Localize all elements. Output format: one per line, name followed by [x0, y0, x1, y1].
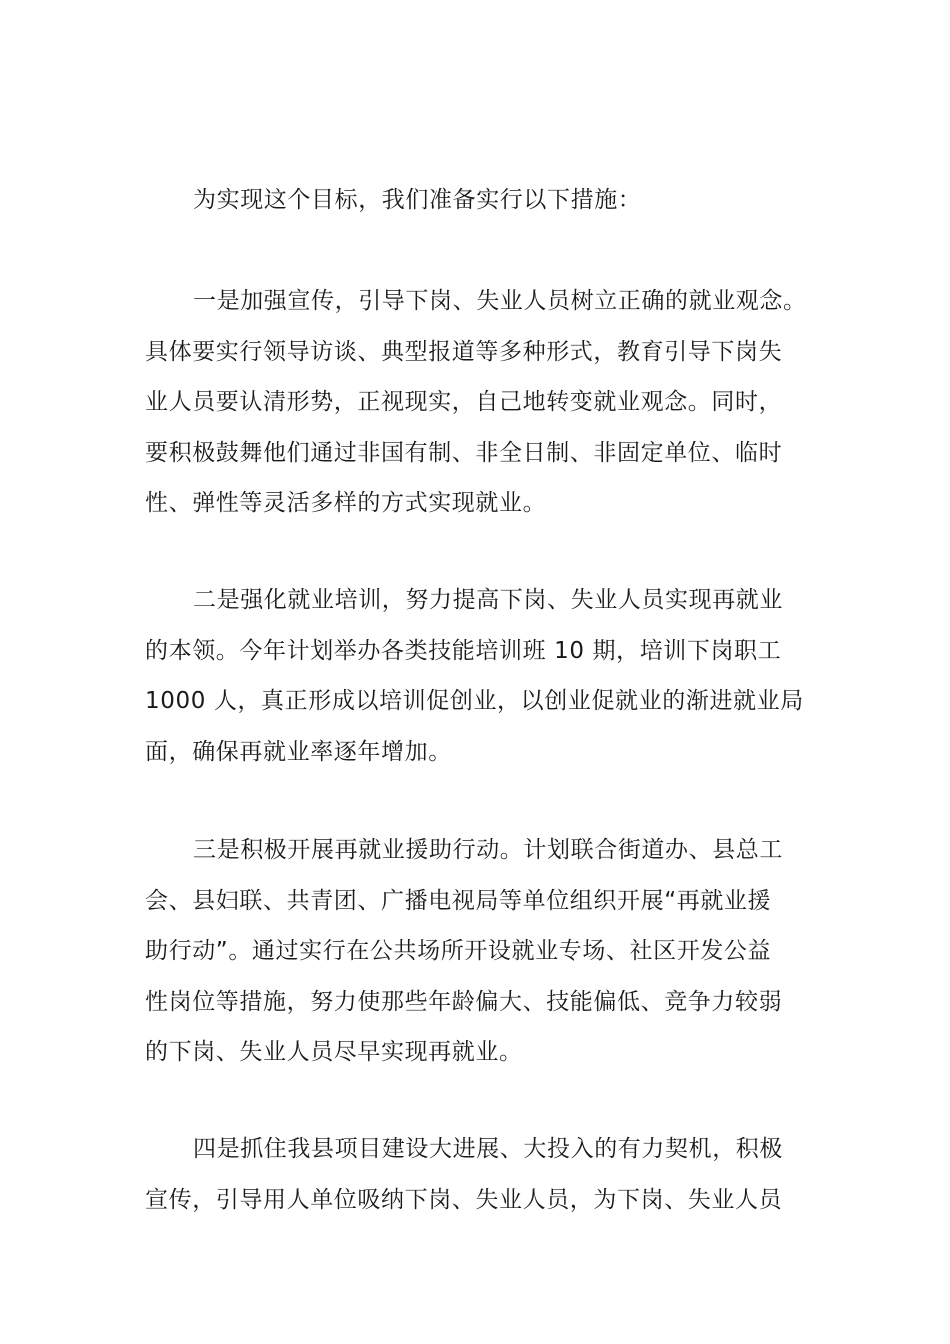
paragraph-measure-4 — [145, 1124, 825, 1225]
text-line: 为实现这个目标，我们准备实行以下措施： — [193, 187, 642, 213]
paragraph-measure-2 — [145, 575, 825, 777]
paragraph-intro — [145, 175, 825, 226]
text-line: 三是积极开展再就业援助行动。计划联合街道办、县总工 — [193, 837, 783, 863]
text-line: 业人员要认清形势，正视现实，自己地转变就业观念。同时， — [145, 389, 783, 415]
text-line: 要积极鼓舞他们通过非国有制、非全日制、非固定单位、临时 — [145, 439, 783, 466]
text-line: 1000 人，真正形成以培训促创业，以创业促就业的渐进就业局 — [145, 688, 804, 714]
text-line: 一是加强宣传，引导下岗、失业人员树立正确的就业观念。 — [193, 288, 807, 314]
text-line: 助行动”。通过实行在公共场所开设就业专场、社区开发公益 — [145, 938, 772, 964]
text-line: 四是抓住我县项目建设大进展、大投入的有力契机，积极 — [193, 1136, 783, 1162]
text-line: 会、县妇联、共青团、广播电视局等单位组织开展“再就业援 — [145, 887, 772, 914]
text-line: 二是强化就业培训，努力提高下岗、失业人员实现再就业 — [193, 587, 783, 613]
text-line: 具体要实行领导访谈、典型报道等多种形式，教育引导下岗失 — [145, 338, 783, 365]
text-line: 面，确保再就业率逐年增加。 — [145, 738, 452, 765]
text-line: 性、弹性等灵活多样的方式实现就业。 — [145, 490, 547, 516]
text-line: 的下岗、失业人员尽早实现再就业。 — [145, 1039, 523, 1065]
paragraph-measure-3 — [145, 825, 825, 1078]
text-line: 宣传，引导用人单位吸纳下岗、失业人员，为下岗、失业人员 — [145, 1186, 783, 1213]
text-line: 性岗位等措施，努力使那些年龄偏大、技能偏低、竞争力较弱 — [145, 988, 783, 1015]
paragraph-measure-1 — [145, 276, 825, 529]
text-line: 的本领。今年计划举办各类技能培训班 10 期，培训下岗职工 — [145, 637, 782, 664]
